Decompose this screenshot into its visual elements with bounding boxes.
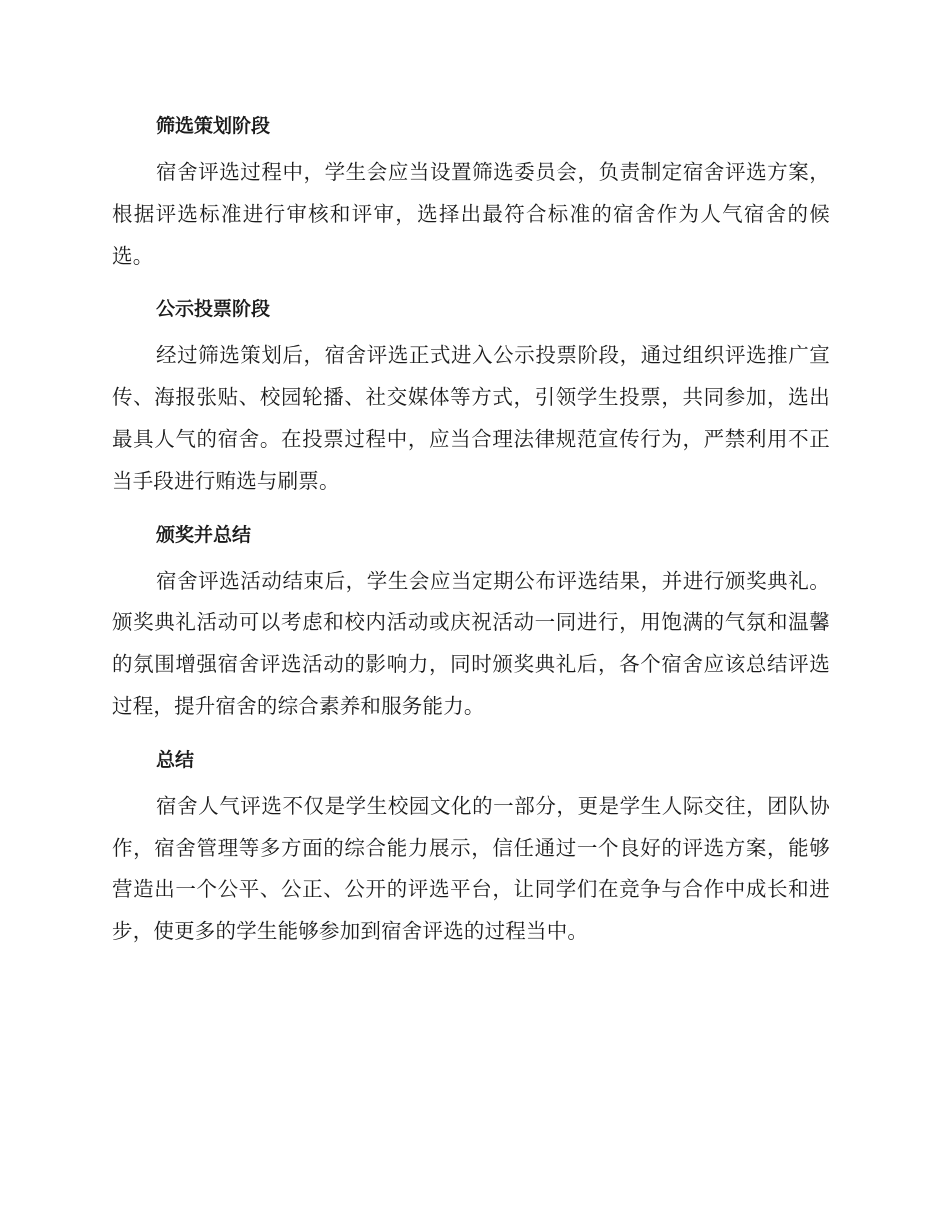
section-heading-summary: 总结 [156,748,195,771]
section-heading-awards: 颁奖并总结 [156,523,252,546]
section-paragraph-awards: 宿舍评选活动结束后，学生会应当定期公布评选结果，并进行颁奖典礼。颁奖典礼活动可以考虑和校内活动或庆祝活动一同进行，用饱满的气氛和温馨的氛围增强宿舍评选活动的影响力，同时颁奖典礼后，各个宿舍应该总结评选过程，提升宿舍的综合素养和服务能力。 [112,568,830,718]
section-heading-screening: 筛选策划阶段 [156,115,271,137]
section-paragraph-summary: 宿舍人气评选不仅是学生校园文化的一部分，更是学生人际交往，团队协作，宿舍管理等多方面的综合能力展示，信任通过一个良好的评选方案，能够营造出一个公平、公正、公开的评选平台，让同学们在竞争与合作中成长和进步，使更多的学生能够参加到宿舍评选的过程当中。 [112,793,830,944]
section-heading-voting: 公示投票阶段 [156,298,271,321]
section-paragraph-screening: 宿舍评选过程中，学生会应当设置筛选委员会，负责制定宿舍评选方案，根据评选标准进行审核和评审，选择出最符合标准的宿舍作为人气宿舍的候选。 [112,160,830,268]
section-paragraph-voting: 经过筛选策划后，宿舍评选正式进入公示投票阶段，通过组织评选推广宣传、海报张贴、校园轮播、社交媒体等方式，引领学生投票，共同参加，选出最具人气的宿舍。在投票过程中，应当合理法律规范宣传行为，严禁利用不正当手段进行贿选与刷票。 [112,343,830,493]
document-body [112,108,830,967]
